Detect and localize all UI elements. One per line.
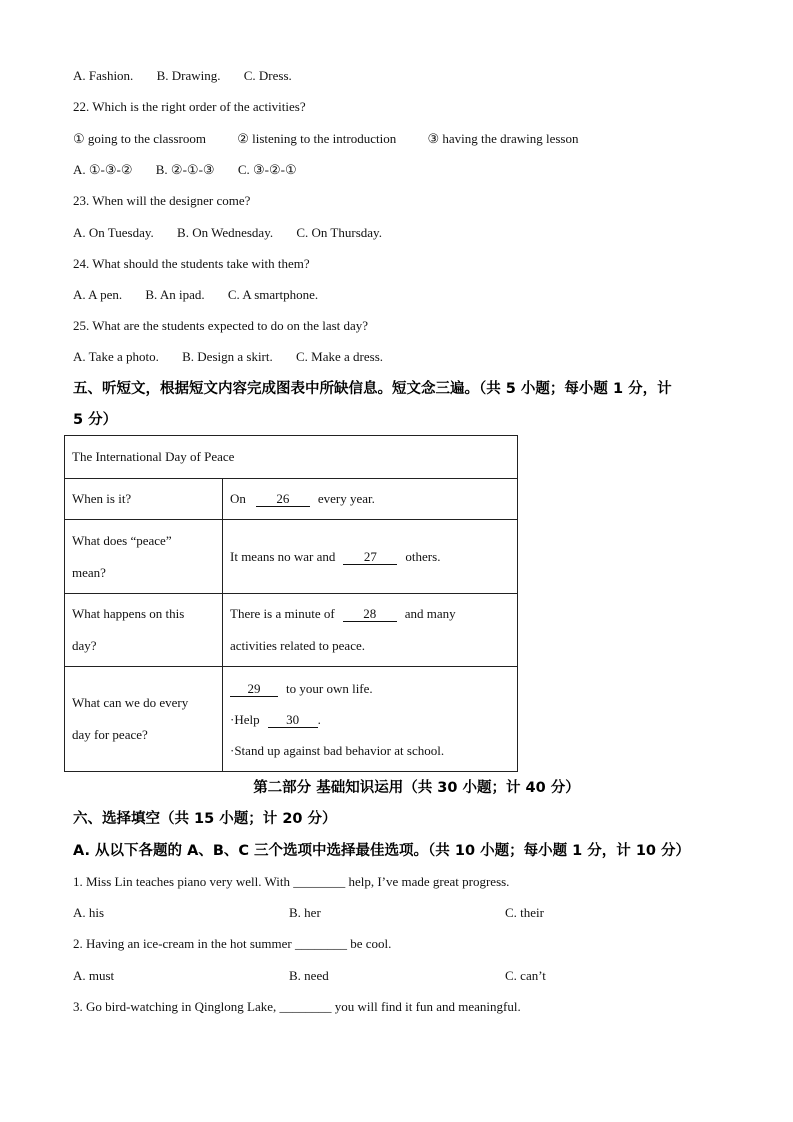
g2-option-a: A. must — [73, 968, 115, 983]
row-question — [65, 667, 223, 772]
option-b: B. An ipad. — [145, 287, 205, 302]
blank-26: 26 — [256, 491, 310, 507]
g2-question: 2. Having an ice-cream in the hot summer ________ be cool. — [73, 936, 392, 951]
q22-items — [73, 131, 579, 147]
option-a: A. Take a photo. — [73, 349, 159, 364]
answer-text: ·Help — [230, 711, 260, 727]
table-row — [65, 520, 518, 594]
blank-28: 28 — [343, 606, 397, 622]
answer-text: On — [230, 491, 246, 506]
answer-text: others. — [405, 548, 441, 564]
blank-30: 30 — [268, 712, 318, 728]
option-b: B. On Wednesday. — [177, 225, 274, 240]
option-c: C. ③-②-① — [237, 162, 297, 177]
row-answer — [223, 520, 518, 594]
answer-text: activities related to peace. — [230, 638, 365, 653]
option-b: B. ②-①-③ — [155, 162, 215, 177]
row-question — [65, 594, 223, 667]
g1-option-b: B. her — [289, 905, 321, 920]
g1-option-c: C. their — [505, 905, 544, 920]
section5-heading-line1: 五、听短文，根据短文内容完成图表中所缺信息。短文念三遍。（共 5 小题；每小题 1 分，计 — [73, 381, 672, 397]
q25-question: 25. What are the students expected to do on the last day? — [73, 318, 369, 333]
answer-text: ·Stand up against bad behavior at school. — [230, 742, 445, 758]
section5-heading-line2: 5 分） — [73, 412, 118, 428]
answer-text: every year. — [317, 491, 375, 506]
row-question — [65, 520, 223, 594]
option-c: C. On Thursday. — [296, 225, 382, 240]
row-answer — [223, 479, 518, 520]
q22-options — [73, 162, 297, 178]
table-row — [65, 667, 518, 772]
question-line: mean? — [72, 564, 106, 580]
question-line: What can we do every — [72, 695, 189, 710]
row-answer — [223, 594, 518, 667]
answer-text: to your own life. — [286, 680, 373, 696]
item-3: ③ having the drawing lesson — [427, 131, 579, 146]
option-a: A. A pen. — [73, 287, 123, 302]
blank-29: 29 — [230, 681, 278, 697]
option-b: B. Design a skirt. — [182, 349, 273, 364]
g2-option-c: C. can’t — [505, 968, 546, 983]
answer-text: . — [317, 711, 321, 727]
g1-option-a: A. his — [73, 905, 105, 920]
question-line: day? — [72, 638, 97, 653]
answer-text: and many — [404, 606, 456, 621]
item-1: ① going to the classroom — [73, 131, 206, 146]
table-row — [65, 479, 518, 520]
row-answer — [223, 667, 518, 772]
question-line: What happens on this — [72, 606, 185, 621]
q24-options — [73, 287, 318, 303]
answer-text: There is a minute of — [230, 606, 335, 621]
q23-options — [73, 225, 382, 241]
blank-27: 27 — [343, 549, 397, 565]
sectionA-heading: A. 从以下各题的 A、B、C 三个选项中选择最佳选项。（共 10 小题；每小题 1 分，计 10 分） — [73, 843, 691, 859]
option-a: A. On Tuesday. — [73, 225, 154, 240]
g2-option-b: B. need — [289, 968, 329, 983]
answer-text: It means no war and — [230, 548, 336, 564]
option-a: A. ①-③-② — [73, 162, 133, 177]
part2-heading: 第二部分 基础知识运用（共 30 小题；计 40 分） — [253, 780, 580, 796]
q21-options — [73, 68, 292, 84]
table-row — [65, 594, 518, 667]
q24-question: 24. What should the students take with them? — [73, 256, 310, 271]
g1-question: 1. Miss Lin teaches piano very well. With ________ help, I’ve made great progress. — [73, 874, 510, 889]
option-c: C. Dress. — [243, 68, 292, 83]
g3-question: 3. Go bird-watching in Qinglong Lake, ________ you will find it fun and meaningful. — [73, 999, 521, 1014]
option-b: B. Drawing. — [156, 68, 221, 83]
q25-options — [73, 349, 383, 365]
option-c: C. Make a dress. — [296, 349, 384, 364]
peace-day-table — [64, 435, 518, 772]
q22-question: 22. Which is the right order of the activities? — [73, 99, 306, 114]
section6-heading: 六、选择填空（共 15 小题；计 20 分） — [73, 811, 337, 827]
question-line: day for peace? — [72, 727, 148, 742]
option-a: A. Fashion. — [73, 68, 134, 83]
question-line: What does “peace” — [72, 532, 172, 548]
table-title: The International Day of Peace — [65, 436, 518, 479]
q23-question: 23. When will the designer come? — [73, 193, 251, 208]
option-c: C. A smartphone. — [227, 287, 319, 302]
item-2: ② listening to the introduction — [237, 131, 397, 146]
row-question: When is it? — [65, 479, 223, 520]
